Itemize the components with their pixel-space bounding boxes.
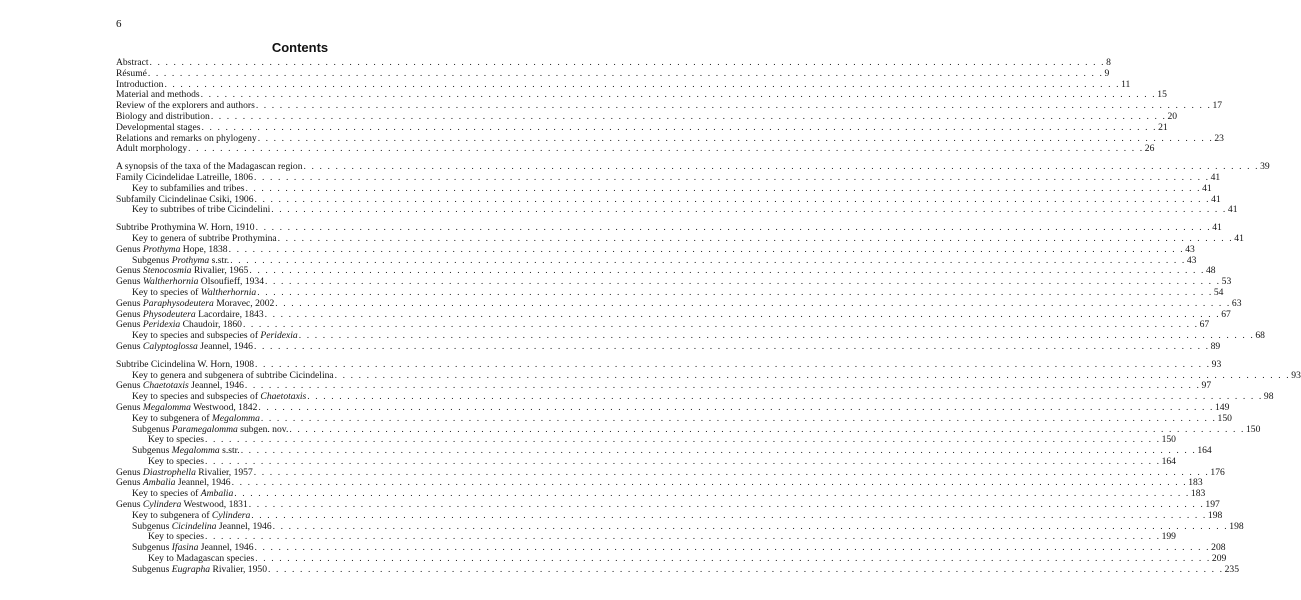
- toc-leader-dots: . . . . . . . . . . . . . . . . . . . . . . . . . . . . . . . . . . . . . . . . . . . . . . . . . . . . . . . . . . . . . . . . . . . . . . . . . . . . . . . . . . . . . . . . . . . . . . . . . . . . . . . . . . . . . . . . . . . . . . . .: [201, 121, 1158, 133]
- toc-entry-label-text: Genus: [116, 319, 143, 331]
- toc-leader-dots: . . . . . . . . . . . . . . . . . . . . . . . . . . . . . . . . . . . . . . . . . . . . . . . . . . . . . . . . . . . . . . . . . . . . . . . . . . . . . . . . . . . . . . . . . . . . . . . . . . . . . . . . . . . . . . . . . . . . . . . .: [210, 110, 1167, 122]
- toc-entry-label-text: Key to species and subspecies of: [132, 330, 261, 342]
- toc-entry: [116, 67, 1110, 80]
- toc-entry-page: 20: [1167, 110, 1178, 122]
- toc-entry-page: 98: [1263, 391, 1274, 403]
- toc-entry-taxon-name: Paraphysodeutera: [142, 297, 214, 309]
- toc-entry-page: 176: [1210, 466, 1225, 478]
- toc-entry-label-text: Key to species of: [132, 488, 201, 500]
- toc-entry-label-text: Material and methods: [116, 89, 200, 101]
- toc-entry-page: 67: [1221, 308, 1231, 320]
- toc-entry-label-text: Biology and distribution: [116, 110, 210, 122]
- toc-entry-label-suffix: Westwood, 1842: [190, 401, 258, 413]
- toc-entry-page: 11: [1121, 78, 1131, 90]
- toc-entry-page: 150: [1245, 423, 1261, 435]
- toc-entry-page: 164: [1161, 455, 1176, 467]
- toc-entry-label-text: Résumé: [116, 67, 147, 79]
- toc-entry-label-suffix: Jeannel, 1946: [216, 520, 272, 532]
- toc-entry-taxon-name: Cicindelina: [171, 520, 217, 532]
- toc-leader-dots: . . . . . . . . . . . . . . . . . . . . . . . . . . . . . . . . . . . . . . . . . . . . . . . . . . . . . . . . . . . . . . . . . . . . . . . . . . . . . . . . . . . . . . . . . . . . . . . . . . . . . . . . . . . . . . . . . . . . . . . .: [254, 542, 1211, 554]
- toc-entry-page: 53: [1221, 276, 1232, 288]
- toc-entry-taxon-name: Chaetotaxis: [260, 391, 307, 403]
- toc-entry-taxon-name: Ambalia: [142, 477, 176, 489]
- toc-entry-page: 26: [1144, 143, 1155, 155]
- toc-entry: [116, 143, 1155, 155]
- toc-entry-taxon-name: Peridexia: [260, 330, 298, 342]
- toc-entry-label-text: Genus: [116, 276, 143, 288]
- toc-entry-label-text: Key to Madagascan species: [148, 553, 255, 565]
- toc-entry-taxon-name: Megalomma: [211, 412, 260, 424]
- toc-entry-label-text: Subtribe Prothymina W. Horn, 1910: [116, 222, 255, 234]
- toc-entry-page: 199: [1161, 531, 1176, 543]
- toc-entry-page: 41: [1211, 193, 1221, 205]
- toc-entry-page: 183: [1190, 488, 1206, 500]
- toc-leader-dots: . . . . . . . . . . . . . . . . . . . . . . . . . . . . . . . . . . . . . . . . . . . . . . . . . . . . . . . . . . . . . . . . . . . . . . . . . . . . . . . . . . . . . . . . . . . . . . . . . . . . . . . . . . . . . . . . . . . . . . . .: [255, 553, 1211, 565]
- toc-entry-label-text: Relations and remarks on phylogeny: [116, 132, 257, 144]
- toc-entry-page: 67: [1199, 319, 1210, 331]
- toc-entry-label-suffix: Jeannel, 1946: [198, 542, 254, 554]
- toc-entry-label-text: Key to species and subspecies of: [132, 391, 261, 403]
- toc-entry-label-text: Subgenus: [132, 542, 172, 554]
- toc-entry-taxon-name: Waltherhornia: [200, 286, 257, 298]
- toc-entry-label-suffix: Rivalier, 1957: [195, 466, 253, 478]
- toc-leader-dots: . . . . . . . . . . . . . . . . . . . . . . . . . . . . . . . . . . . . . . . . . . . . . . . . . . . . . . . . . . . . . . . . . . . . . . . . . . . . . . . . . . . . . . . . . . . . . . . . . . . . . . . . . . . . . . . . . . . . . . . .: [249, 265, 1205, 277]
- toc-entry-label-text: Genus: [116, 499, 143, 511]
- toc-entry-label-suffix: Hope, 1838: [180, 243, 228, 255]
- toc-entry-page: 39: [1260, 161, 1270, 173]
- toc-entry-label-suffix: Jeannel, 1946: [197, 340, 253, 352]
- toc-entry-label-text: Key to subgenera of: [132, 412, 212, 424]
- toc-entry-label-text: Genus: [116, 380, 143, 392]
- toc-entry-taxon-name: Peridexia: [142, 319, 181, 331]
- toc-entry-label-text: Key to genera of subtribe Prothymina: [132, 232, 277, 244]
- toc-entry-taxon-name: Chaetotaxis: [142, 380, 189, 392]
- toc-entry-page: 63: [1231, 297, 1242, 309]
- toc-entry-label: [132, 565, 267, 576]
- toc-entry-label-text: Subfamily Cicindelinae Csiki, 1906: [116, 193, 254, 205]
- toc-entry-label-text: Subgenus: [132, 563, 172, 575]
- toc-entry-label-text: A synopsis of the taxa of the Madagascan region: [116, 161, 303, 173]
- toc-entry-page: 21: [1158, 121, 1168, 133]
- toc-leader-dots: . . . . . . . . . . . . . . . . . . . . . . . . . . . . . . . . . . . . . . . . . . . . . . . . . . . . . . . . . . . . . . . . . . . . . . . . . . . . . . . . . . . . . . . . . . . . . . . . . . . . . . . . . . . . . . . . . . . . . . . .: [240, 445, 1197, 457]
- toc-leader-dots: . . . . . . . . . . . . . . . . . . . . . . . . . . . . . . . . . . . . . . . . . . . . . . . . . . . . . . . . . . . . . . . . . . . . . . . . . . . . . . . . . . . . . . . . . . . . . . . . . . . . . . . . . . . . . . . . . . . . . . . .: [242, 319, 1199, 331]
- toc-entry-page: 89: [1210, 340, 1221, 352]
- toc-leader-dots: . . . . . . . . . . . . . . . . . . . . . . . . . . . . . . . . . . . . . . . . . . . . . . . . . . . . . . . . . . . . . . . . . . . . . . . . . . . . . . . . . . . . . . . . . . . . . . . . . . . . . . . . . . . . . . . . . . . . . . . .: [248, 499, 1205, 511]
- toc-entry-label-text: Subtribe Cicindelina W. Horn, 1908: [116, 358, 255, 370]
- toc-entry-page: 149: [1215, 401, 1230, 413]
- toc-leader-dots: . . . . . . . . . . . . . . . . . . . . . . . . . . . . . . . . . . . . . . . . . . . . . . . . . . . . . . . . . . . . . . . . . . . . . . . . . . . . . . . . . . . . . . . . . . . . . . . . . . . . . . . . . . . . . . . . . . . . . . . .: [244, 380, 1201, 392]
- toc-entry-label-text: Key to subgenera of: [132, 509, 212, 521]
- toc-entry-page: 150: [1161, 434, 1176, 446]
- toc-leader-dots: . . . . . . . . . . . . . . . . . . . . . . . . . . . . . . . . . . . . . . . . . . . . . . . . . . . . . . . . . . . . . . . . . . . . . . . . . . . . . . . . . . . . . . . . . . . . . . . . . . . . . . . . . . . . . . . . . . . . . . . .: [230, 254, 1186, 266]
- toc-entry: [116, 563, 1240, 576]
- toc-leader-dots: . . . . . . . . . . . . . . . . . . . . . . . . . . . . . . . . . . . . . . . . . . . . . . . . . . . . . . . . . . . . . . . . . . . . . . . . . . . . . . . . . . . . . . . . . . . . . . . . . . . . . . . . . . . . . . . . . . . . . . . .: [289, 423, 1245, 435]
- toc-entry-label-text: Genus: [116, 401, 143, 413]
- toc-entry-taxon-name: Prothyma: [171, 254, 210, 266]
- toc-leader-dots: . . . . . . . . . . . . . . . . . . . . . . . . . . . . . . . . . . . . . . . . . . . . . . . . . . . . . . . . . . . . . . . . . . . . . . . . . . . . . . . . . . . . . . . . . . . . . . . . . . . . . . . . . . . . . . . . . . . . . . . .: [245, 182, 1202, 194]
- toc-leader-dots: . . . . . . . . . . . . . . . . . . . . . . . . . . . . . . . . . . . . . . . . . . . . . . . . . . . . . . . . . . . . . . . . . . . . . . . . . . . . . . . . . . . . . . . . . . . . . . . . . . . . . . . . . . . . . . . . . . . . . . . .: [164, 78, 1121, 90]
- toc-entry-label-suffix: Moravec, 2002: [213, 297, 275, 309]
- toc-entry-taxon-name: Paramegalomma: [171, 423, 238, 435]
- toc-leader-dots: . . . . . . . . . . . . . . . . . . . . . . . . . . . . . . . . . . . . . . . . . . . . . . . . . . . . . . . . . . . . . . . . . . . . . . . . . . . . . . . . . . . . . . . . . . . . . . . . . . . . . . . . . . . . . . . . . . . . . . . .: [298, 330, 1255, 342]
- toc-entry-label-suffix: Jeannel, 1946: [175, 477, 231, 489]
- toc-entry-page: 41: [1202, 182, 1212, 194]
- toc-entry-page: 43: [1185, 243, 1195, 255]
- toc-entry-page: 208: [1211, 542, 1226, 554]
- toc-leader-dots: . . . . . . . . . . . . . . . . . . . . . . . . . . . . . . . . . . . . . . . . . . . . . . . . . . . . . . . . . . . . . . . . . . . . . . . . . . . . . . . . . . . . . . . . . . . . . . . . . . . . . . . . . . . . . . . . . . . . . . . .: [272, 520, 1229, 532]
- toc-entry-label-text: Key to subfamilies and tribes: [132, 182, 245, 194]
- toc-entry-label-text: Genus: [116, 243, 143, 255]
- toc-leader-dots: . . . . . . . . . . . . . . . . . . . . . . . . . . . . . . . . . . . . . . . . . . . . . . . . . . . . . . . . . . . . . . . . . . . . . . . . . . . . . . . . . . . . . . . . . . . . . . . . . . . . . . . . . . . . . . . . . . . . . . . .: [231, 477, 1188, 489]
- toc-entry-label-text: Genus: [116, 297, 143, 309]
- toc-entry-taxon-name: Megalomma: [171, 445, 220, 457]
- toc-leader-dots: . . . . . . . . . . . . . . . . . . . . . . . . . . . . . . . . . . . . . . . . . . . . . . . . . . . . . . . . . . . . . . . . . . . . . . . . . . . . . . . . . . . . . . . . . . . . . . . . . . . . . . . . . . . . . . . . . . . . . . . .: [204, 434, 1161, 446]
- toc-entry-label: [116, 144, 187, 155]
- toc-entry-page: 97: [1201, 380, 1212, 392]
- toc-leader-dots: . . . . . . . . . . . . . . . . . . . . . . . . . . . . . . . . . . . . . . . . . . . . . . . . . . . . . . . . . . . . . . . . . . . . . . . . . . . . . . . . . . . . . . . . . . . . . . . . . . . . . . . . . . . . . . . . . . . . . . . .: [255, 222, 1212, 234]
- toc-entry-page: 197: [1205, 499, 1220, 511]
- toc-entry-taxon-name: Prothyma: [142, 243, 181, 255]
- toc-leader-dots: . . . . . . . . . . . . . . . . . . . . . . . . . . . . . . . . . . . . . . . . . . . . . . . . . . . . . . . . . . . . . . . . . . . . . . . . . . . . . . . . . . . . . . . . . . . . . . . . . . . . . . . . . . . . . . . . . . . . . . . .: [264, 308, 1221, 320]
- toc-entry-label-text: Key to genera and subgenera of subtribe Cicindelina: [132, 369, 334, 381]
- toc-entry-label-suffix: Rivalier, 1950: [210, 563, 267, 575]
- toc-entry-page: 93: [1211, 358, 1222, 370]
- toc-entry-label-text: Key to species: [148, 434, 204, 446]
- toc-entry-label-suffix: Olsoufieff, 1934: [198, 276, 265, 288]
- toc-leader-dots: . . . . . . . . . . . . . . . . . . . . . . . . . . . . . . . . . . . . . . . . . . . . . . . . . . . . . . . . . . . . . . . . . . . . . . . . . . . . . . . . . . . . . . . . . . . . . . . . . . . . . . . . . . . . . . . . . . . . . . . .: [254, 193, 1211, 205]
- toc-leader-dots: . . . . . . . . . . . . . . . . . . . . . . . . . . . . . . . . . . . . . . . . . . . . . . . . . . . . . . . . . . . . . . . . . . . . . . . . . . . . . . . . . . . . . . . . . . . . . . . . . . . . . . . . . . . . . . . . . . . . . . . .: [251, 509, 1207, 521]
- toc-entry-page: 68: [1255, 330, 1265, 342]
- toc-entry-label-text: Key to species of: [132, 286, 201, 298]
- toc-leader-dots: . . . . . . . . . . . . . . . . . . . . . . . . . . . . . . . . . . . . . . . . . . . . . . . . . . . . . . . . . . . . . . . . . . . . . . . . . . . . . . . . . . . . . . . . . . . . . . . . . . . . . . . . . . . . . . . . . . . . . . . .: [275, 297, 1231, 309]
- toc-entry-taxon-name: Waltherhornia: [142, 276, 199, 288]
- toc-entry-label-text: Key to subtribes of tribe Cicindelini: [132, 204, 271, 216]
- toc-entry-label-text: Genus: [116, 265, 143, 277]
- toc-leader-dots: . . . . . . . . . . . . . . . . . . . . . . . . . . . . . . . . . . . . . . . . . . . . . . . . . . . . . . . . . . . . . . . . . . . . . . . . . . . . . . . . . . . . . . . . . . . . . . . . . . . . . . . . . . . . . . . . . . . . . . . .: [271, 204, 1227, 216]
- toc-leader-dots: . . . . . . . . . . . . . . . . . . . . . . . . . . . . . . . . . . . . . . . . . . . . . . . . . . . . . . . . . . . . . . . . . . . . . . . . . . . . . . . . . . . . . . . . . . . . . . . . . . . . . . . . . . . . . . . . . . . . . . . .: [257, 132, 1214, 144]
- toc-entry-page: 23: [1214, 132, 1224, 144]
- toc-leader-dots: . . . . . . . . . . . . . . . . . . . . . . . . . . . . . . . . . . . . . . . . . . . . . . . . . . . . . . . . . . . . . . . . . . . . . . . . . . . . . . . . . . . . . . . . . . . . . . . . . . . . . . . . . . . . . . . . . . . . . . . .: [277, 232, 1234, 244]
- toc-entry-label-suffix: Rivalier, 1965: [191, 265, 249, 277]
- toc-leader-dots: . . . . . . . . . . . . . . . . . . . . . . . . . . . . . . . . . . . . . . . . . . . . . . . . . . . . . . . . . . . . . . . . . . . . . . . . . . . . . . . . . . . . . . . . . . . . . . . . . . . . . . . . . . . . . . . . . . . . . . . .: [303, 161, 1260, 173]
- toc-leader-dots: . . . . . . . . . . . . . . . . . . . . . . . . . . . . . . . . . . . . . . . . . . . . . . . . . . . . . . . . . . . . . . . . . . . . . . . . . . . . . . . . . . . . . . . . . . . . . . . . . . . . . . . . . . . . . . . . . . . . . . . .: [204, 455, 1161, 467]
- toc-entry-label-suffix: s.str.: [219, 445, 240, 457]
- toc-entry-label-text: Developmental stages: [116, 121, 201, 133]
- toc-entry-page: 164: [1197, 445, 1212, 457]
- toc-entry-label-suffix: Jeannel, 1946: [188, 380, 244, 392]
- toc-entry-page: 41: [1212, 222, 1222, 234]
- contents-title: Contents: [271, 40, 329, 55]
- toc-leader-dots: . . . . . . . . . . . . . . . . . . . . . . . . . . . . . . . . . . . . . . . . . . . . . . . . . . . . . . . . . . . . . . . . . . . . . . . . . . . . . . . . . . . . . . . . . . . . . . . . . . . . . . . . . . . . . . . . . . . . . . . .: [258, 401, 1214, 413]
- toc-entry-label-suffix: Westwood, 1831: [181, 499, 248, 511]
- toc-entry-taxon-name: Cylindera: [211, 509, 251, 521]
- toc-entry-page: 235: [1224, 563, 1240, 575]
- toc-entry-taxon-name: Megalomma: [142, 401, 191, 413]
- toc-entry-page: 41: [1234, 232, 1244, 244]
- toc-entry-label-text: Genus: [116, 340, 143, 352]
- toc-leader-dots: . . . . . . . . . . . . . . . . . . . . . . . . . . . . . . . . . . . . . . . . . . . . . . . . . . . . . . . . . . . . . . . . . . . . . . . . . . . . . . . . . . . . . . . . . . . . . . . . . . . . . . . . . . . . . . . . . . . . . . . .: [204, 531, 1161, 543]
- toc-entry-page: 54: [1213, 286, 1224, 298]
- toc-leader-dots: . . . . . . . . . . . . . . . . . . . . . . . . . . . . . . . . . . . . . . . . . . . . . . . . . . . . . . . . . . . . . . . . . . . . . . . . . . . . . . . . . . . . . . . . . . . . . . . . . . . . . . . . . . . . . . . . . . . . . . . .: [255, 100, 1212, 112]
- toc-entry-label-text: Genus: [116, 308, 143, 320]
- toc-entry-page: 41: [1210, 171, 1221, 183]
- toc-leader-dots: . . . . . . . . . . . . . . . . . . . . . . . . . . . . . . . . . . . . . . . . . . . . . . . . . . . . . . . . . . . . . . . . . . . . . . . . . . . . . . . . . . . . . . . . . . . . . . . . . . . . . . . . . . . . . . . . . . . . . . . .: [334, 369, 1291, 381]
- table-of-contents: [116, 57, 1301, 576]
- toc-entry-label-text: Genus: [116, 477, 143, 489]
- toc-leader-dots: . . . . . . . . . . . . . . . . . . . . . . . . . . . . . . . . . . . . . . . . . . . . . . . . . . . . . . . . . . . . . . . . . . . . . . . . . . . . . . . . . . . . . . . . . . . . . . . . . . . . . . . . . . . . . . . . . . . . . . . .: [253, 466, 1210, 478]
- toc-entry-taxon-name: Calyptoglossa: [142, 340, 198, 352]
- toc-entry-label-suffix: s.str.: [209, 254, 230, 266]
- toc-entry-page: 183: [1188, 477, 1203, 489]
- toc-entry-label: [132, 205, 270, 216]
- toc-entry-page: 198: [1207, 509, 1223, 521]
- toc-entry-label-text: Introduction: [116, 78, 164, 90]
- toc-entry-page: 209: [1211, 553, 1227, 565]
- toc-leader-dots: . . . . . . . . . . . . . . . . . . . . . . . . . . . . . . . . . . . . . . . . . . . . . . . . . . . . . . . . . . . . . . . . . . . . . . . . . . . . . . . . . . . . . . . . . . . . . . . . . . . . . . . . . . . . . . . . . . . . . . . .: [260, 412, 1217, 424]
- toc-entry-label-text: Genus: [116, 466, 143, 478]
- toc-entry-label-text: Subgenus: [132, 520, 172, 532]
- toc-entry-page: 41: [1227, 204, 1238, 216]
- toc-entry-label-text: Key to species: [148, 531, 204, 543]
- toc-leader-dots: . . . . . . . . . . . . . . . . . . . . . . . . . . . . . . . . . . . . . . . . . . . . . . . . . . . . . . . . . . . . . . . . . . . . . . . . . . . . . . . . . . . . . . . . . . . . . . . . . . . . . . . . . . . . . . . . . . . . . . . .: [257, 286, 1213, 298]
- page-number: 6: [116, 18, 122, 30]
- toc-leader-dots: . . . . . . . . . . . . . . . . . . . . . . . . . . . . . . . . . . . . . . . . . . . . . . . . . . . . . . . . . . . . . . . . . . . . . . . . . . . . . . . . . . . . . . . . . . . . . . . . . . . . . . . . . . . . . . . . . . . . . . . .: [149, 57, 1106, 68]
- toc-entry-label-suffix: Lacordaire, 1843: [195, 308, 264, 320]
- toc-entry-label-text: Key to species: [148, 455, 204, 467]
- toc-leader-dots: . . . . . . . . . . . . . . . . . . . . . . . . . . . . . . . . . . . . . . . . . . . . . . . . . . . . . . . . . . . . . . . . . . . . . . . . . . . . . . . . . . . . . . . . . . . . . . . . . . . . . . . . . . . . . . . . . . . . . . . .: [255, 358, 1211, 370]
- toc-entry-page: 43: [1186, 254, 1197, 266]
- toc-entry-label-text: Subgenus: [132, 254, 172, 266]
- toc-entry-taxon-name: Physodeutera: [142, 308, 196, 320]
- toc-entry-page: 9: [1104, 67, 1110, 79]
- toc-entry-taxon-name: Diastrophella: [142, 466, 196, 478]
- toc-entry-label-text: Subgenus: [132, 423, 172, 435]
- toc-leader-dots: . . . . . . . . . . . . . . . . . . . . . . . . . . . . . . . . . . . . . . . . . . . . . . . . . . . . . . . . . . . . . . . . . . . . . . . . . . . . . . . . . . . . . . . . . . . . . . . . . . . . . . . . . . . . . . . . . . . . . . . .: [228, 243, 1185, 255]
- toc-entry-label-text: Subgenus: [132, 445, 172, 457]
- toc-entry-label-suffix: Chaudoir, 1860: [180, 319, 242, 331]
- toc-leader-dots: . . . . . . . . . . . . . . . . . . . . . . . . . . . . . . . . . . . . . . . . . . . . . . . . . . . . . . . . . . . . . . . . . . . . . . . . . . . . . . . . . . . . . . . . . . . . . . . . . . . . . . . . . . . . . . . . . . . . . . . .: [234, 488, 1190, 500]
- toc-entry-taxon-name: Ifasina: [171, 542, 199, 554]
- toc-entry-page: 93: [1291, 369, 1301, 381]
- toc-entry-page: 15: [1157, 89, 1167, 101]
- toc-entry-label-text: Abstract: [116, 57, 149, 68]
- toc-entry-taxon-name: Cylindera: [142, 499, 182, 511]
- toc-entry-page: 17: [1212, 100, 1223, 112]
- toc-entry-taxon-name: Stenocosmia: [142, 265, 192, 277]
- toc-leader-dots: . . . . . . . . . . . . . . . . . . . . . . . . . . . . . . . . . . . . . . . . . . . . . . . . . . . . . . . . . . . . . . . . . . . . . . . . . . . . . . . . . . . . . . . . . . . . . . . . . . . . . . . . . . . . . . . . . . . . . . . .: [265, 276, 1221, 288]
- toc-entry-page: 150: [1217, 412, 1232, 424]
- toc-leader-dots: . . . . . . . . . . . . . . . . . . . . . . . . . . . . . . . . . . . . . . . . . . . . . . . . . . . . . . . . . . . . . . . . . . . . . . . . . . . . . . . . . . . . . . . . . . . . . . . . . . . . . . . . . . . . . . . . . . . . . . . .: [253, 340, 1210, 352]
- toc-leader-dots: . . . . . . . . . . . . . . . . . . . . . . . . . . . . . . . . . . . . . . . . . . . . . . . . . . . . . . . . . . . . . . . . . . . . . . . . . . . . . . . . . . . . . . . . . . . . . . . . . . . . . . . . . . . . . . . . . . . . . . . .: [200, 89, 1157, 101]
- toc-entry-page: 198: [1229, 520, 1244, 532]
- toc-leader-dots: . . . . . . . . . . . . . . . . . . . . . . . . . . . . . . . . . . . . . . . . . . . . . . . . . . . . . . . . . . . . . . . . . . . . . . . . . . . . . . . . . . . . . . . . . . . . . . . . . . . . . . . . . . . . . . . . . . . . . . . .: [253, 171, 1210, 183]
- toc-entry-label-suffix: subgen. nov.: [237, 423, 289, 435]
- toc-leader-dots: . . . . . . . . . . . . . . . . . . . . . . . . . . . . . . . . . . . . . . . . . . . . . . . . . . . . . . . . . . . . . . . . . . . . . . . . . . . . . . . . . . . . . . . . . . . . . . . . . . . . . . . . . . . . . . . . . . . . . . . .: [147, 67, 1104, 79]
- toc-entry-label: [116, 342, 253, 353]
- toc-entry-taxon-name: Ambalia: [200, 488, 234, 500]
- toc-entry-page: 48: [1205, 265, 1216, 277]
- toc-leader-dots: . . . . . . . . . . . . . . . . . . . . . . . . . . . . . . . . . . . . . . . . . . . . . . . . . . . . . . . . . . . . . . . . . . . . . . . . . . . . . . . . . . . . . . . . . . . . . . . . . . . . . . . . . . . . . . . . . . . . . . . .: [307, 391, 1263, 403]
- toc-entry: [116, 204, 1238, 216]
- toc-entry-label-text: Family Cicindelidae Latreille, 1806: [116, 171, 253, 183]
- toc-entry-label-text: Adult morphology: [116, 143, 188, 155]
- toc-entry: [116, 340, 1221, 353]
- toc-entry-page: 8: [1106, 57, 1111, 68]
- toc-entry-label-text: Review of the explorers and authors: [116, 100, 255, 112]
- toc-entry-taxon-name: Eugrapha: [171, 563, 211, 575]
- toc-leader-dots: . . . . . . . . . . . . . . . . . . . . . . . . . . . . . . . . . . . . . . . . . . . . . . . . . . . . . . . . . . . . . . . . . . . . . . . . . . . . . . . . . . . . . . . . . . . . . . . . . . . . . . . . . . . . . . . . . . . . . . . .: [268, 563, 1224, 575]
- toc-leader-dots: . . . . . . . . . . . . . . . . . . . . . . . . . . . . . . . . . . . . . . . . . . . . . . . . . . . . . . . . . . . . . . . . . . . . . . . . . . . . . . . . . . . . . . . . . . . . . . . . . . . . . . . . . . . . . . . . . . . . . . . .: [188, 143, 1144, 155]
